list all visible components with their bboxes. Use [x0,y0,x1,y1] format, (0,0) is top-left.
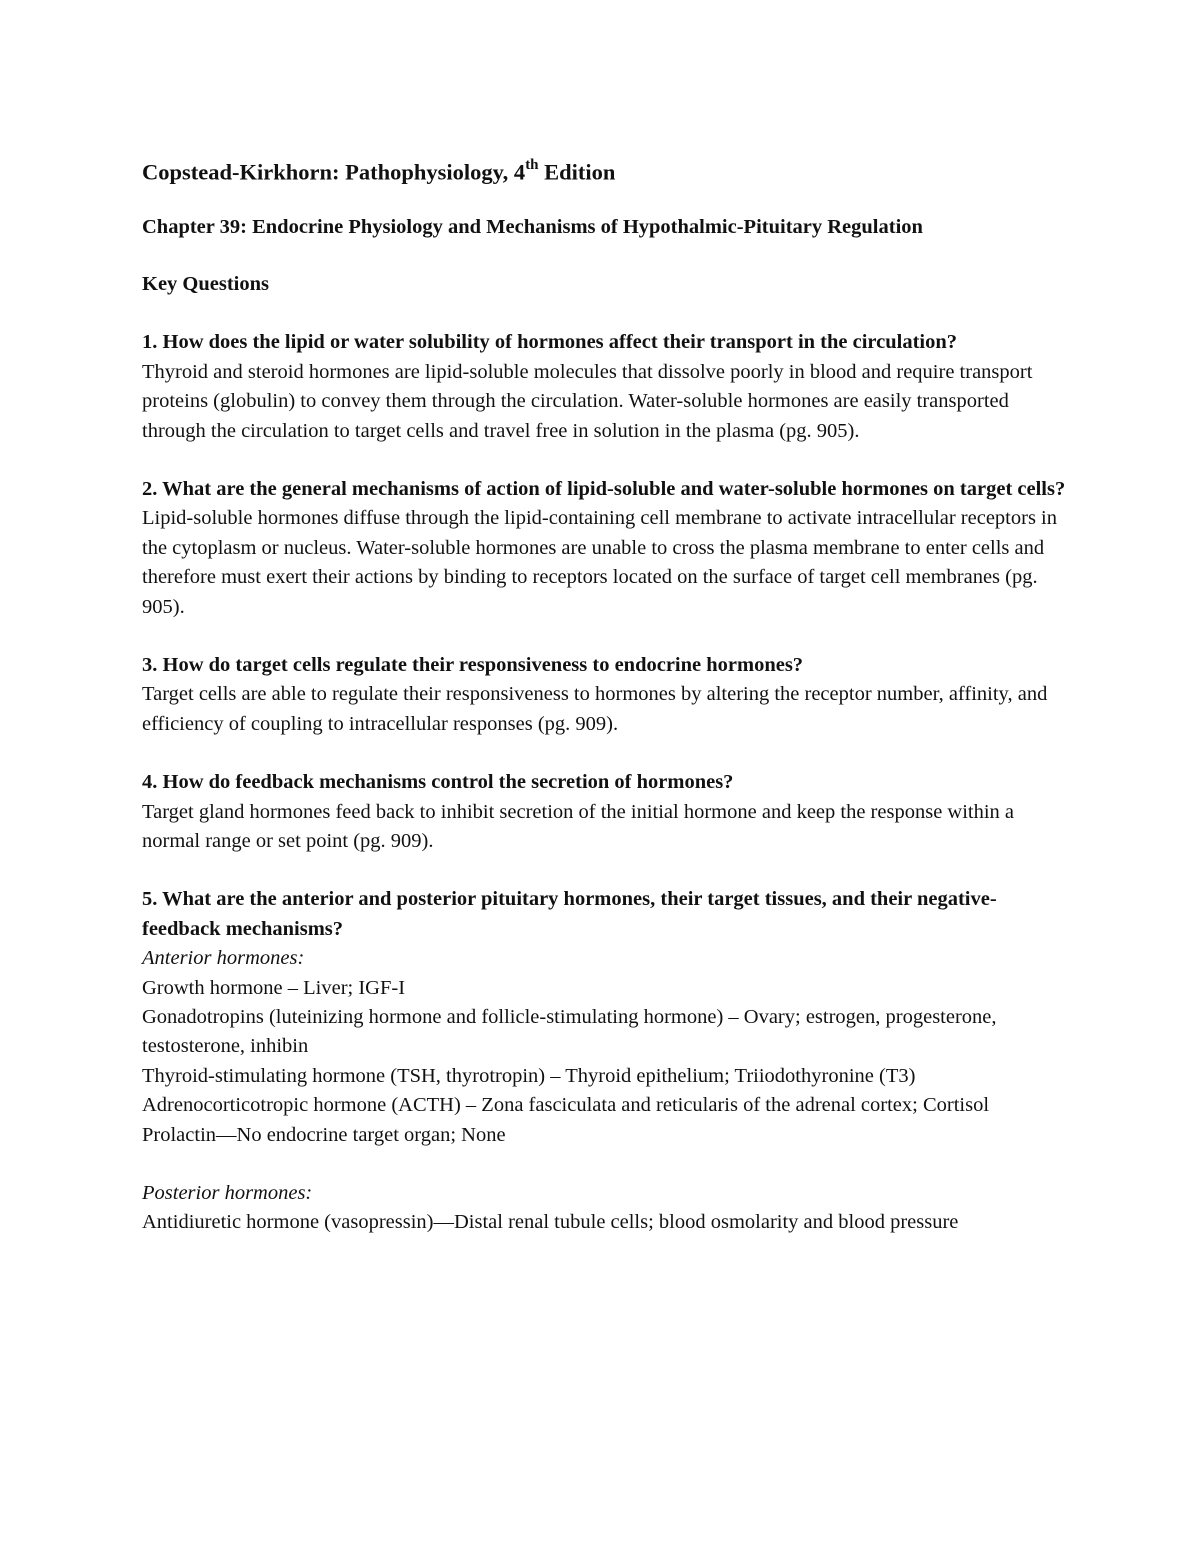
title-superscript: th [525,157,539,173]
posterior-hormones-section [142,1179,1072,1238]
question-3: 3. How do target cells regulate their responsiveness to endocrine hormones? [142,653,804,676]
anterior-hormone-item: Prolactin—No endocrine target organ; None [142,1123,506,1146]
document-title [142,150,1072,190]
question-4: 4. How do feedback mechanisms control the secretion of hormones? [142,771,734,794]
document-content [142,150,1072,1238]
anterior-hormone-item: Gonadotropins (luteinizing hormone and follicle-stimulating hormone) – Ovary; estrogen, progesterone, testosterone, inhibin [142,1006,997,1058]
question-block-4 [142,768,1072,856]
question-1: 1. How does the lipid or water solubility of hormones affect their transport in the circulation? [142,331,958,354]
question-block-1 [142,328,1072,446]
answer-3: Target cells are able to regulate their responsiveness to hormones by altering the receptor number, affinity, and efficiency of coupling to intracellular responses (pg. 909). [142,683,1048,735]
posterior-hormone-item: Antidiuretic hormone (vasopressin)—Distal renal tubule cells; blood osmolarity and blood pressure [142,1211,959,1234]
anterior-hormone-item: Thyroid-stimulating hormone (TSH, thyrotropin) – Thyroid epithelium; Triiodothyronine (T3) [142,1064,916,1087]
anterior-hormones-heading: Anterior hormones: [142,947,305,970]
answer-1: Thyroid and steroid hormones are lipid-soluble molecules that dissolve poorly in blood and require transport proteins (globulin) to convey them through the circulation. Water-soluble hormones are easily transported through the circulation to target cells and travel free in solution in the plasma (pg. 905). [142,360,1033,442]
key-questions-heading: Key Questions [142,272,269,295]
question-5: 5. What are the anterior and posterior pituitary hormones, their target tissues, and their negative-feedback mechanisms? [142,888,997,940]
question-block-3 [142,651,1072,739]
question-2: 2. What are the general mechanisms of action of lipid-soluble and water-soluble hormones on target cells? [142,477,1066,500]
anterior-hormone-item: Adrenocorticotropic hormone (ACTH) – Zona fasciculata and reticularis of the adrenal cortex; Cortisol [142,1094,990,1117]
posterior-hormones-heading: Posterior hormones: [142,1182,313,1205]
question-block-2 [142,475,1072,622]
answer-4: Target gland hormones feed back to inhibit secretion of the initial hormone and keep the response within a normal range or set point (pg. 909). [142,800,1015,852]
title-edition: Edition [538,159,616,185]
question-block-5 [142,885,1072,1150]
title-text: Copstead-Kirkhorn: Pathophysiology, 4 [142,159,526,185]
chapter-heading: Chapter 39: Endocrine Physiology and Mechanisms of Hypothalmic-Pituitary Regulation [142,215,923,238]
answer-2: Lipid-soluble hormones diffuse through the lipid-containing cell membrane to activate intracellular receptors in the cytoplasm or nucleus. Water-soluble hormones are unable to cross the plasma membrane to enter cells and therefore must exert their actions by binding to receptors located on the surface of target cell membranes (pg. 905). [142,507,1058,618]
anterior-hormone-item: Growth hormone – Liver; IGF-I [142,976,406,999]
